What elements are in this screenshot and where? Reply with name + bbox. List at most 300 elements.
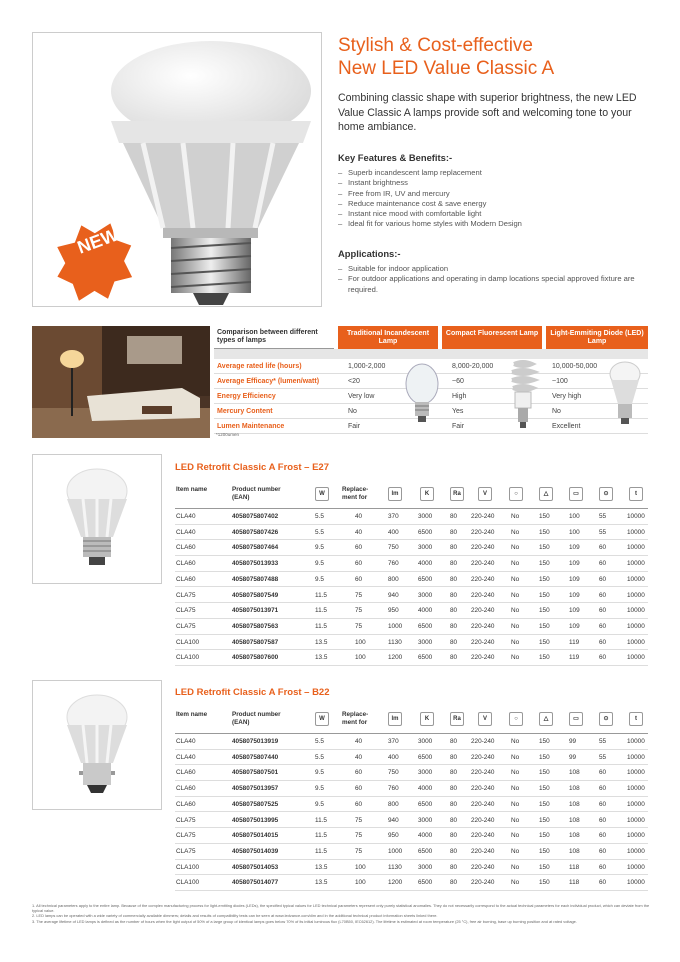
page-title bbox=[338, 34, 554, 80]
lifetime-cell: 10000 bbox=[627, 638, 645, 646]
product-number-cell: 4058075807525 bbox=[232, 800, 279, 808]
dimmable-cell: No bbox=[511, 832, 520, 840]
lumen-cell: 370 bbox=[388, 738, 399, 745]
length-cell: 108 bbox=[569, 800, 580, 808]
product-number-cell: 4058075013995 bbox=[232, 816, 279, 824]
voltage-cell: 220-240 bbox=[471, 863, 495, 871]
diameter-cell: 60 bbox=[599, 622, 607, 630]
wattage-cell: 9.5 bbox=[315, 575, 324, 583]
length-cell: 108 bbox=[569, 785, 580, 793]
table-row bbox=[175, 603, 648, 619]
table-row bbox=[175, 875, 648, 891]
row-label: Average rated life (hours) bbox=[217, 363, 302, 370]
beam-angle-cell: 150 bbox=[539, 607, 550, 615]
wattage-cell: 5.5 bbox=[315, 753, 324, 761]
header-product-number: Product number (EAN) bbox=[232, 711, 281, 726]
lifetime-icon: t bbox=[629, 712, 643, 726]
cell: ~60 bbox=[452, 378, 464, 385]
replacement-cell: 100 bbox=[355, 863, 366, 871]
footnotes bbox=[32, 903, 652, 924]
kelvin-cell: 3000 bbox=[418, 544, 433, 552]
beam-angle-cell: 150 bbox=[539, 591, 550, 599]
cell: Excellent bbox=[552, 423, 581, 430]
features-heading: Key Features & Benefits:- bbox=[338, 152, 453, 163]
voltage-cell: 220-240 bbox=[471, 753, 495, 761]
voltage-cell: 220-240 bbox=[471, 575, 495, 583]
cell: Fair bbox=[348, 423, 361, 430]
comparison-table bbox=[214, 326, 648, 438]
cri-cell: 80 bbox=[450, 591, 458, 599]
dimmable-cell: No bbox=[511, 863, 520, 871]
footnote-2: 2. LED lamps can be operated with a wide variety of commercially available dimmers; details and results of compatibility tests can be seen at www.ledvance.com/dim and in the additional technical product information sheets linked there. bbox=[32, 913, 438, 919]
led-bulb-illustration bbox=[33, 33, 321, 306]
kelvin-cell: 6500 bbox=[418, 622, 433, 630]
cell: No bbox=[552, 408, 561, 415]
lumen-icon: lm bbox=[388, 487, 402, 501]
wattage-cell: 9.5 bbox=[315, 769, 324, 777]
product-number-cell: 4058075014039 bbox=[232, 847, 279, 855]
features-list bbox=[338, 168, 648, 230]
cri-cell: 80 bbox=[450, 832, 458, 840]
applications-list bbox=[338, 264, 648, 295]
product-number-cell: 4058075013971 bbox=[232, 607, 279, 615]
lifetime-icon: t bbox=[629, 487, 643, 501]
table-row bbox=[175, 844, 648, 860]
voltage-icon: V bbox=[478, 487, 492, 501]
lumen-cell: 1130 bbox=[388, 638, 402, 646]
diameter-cell: 60 bbox=[599, 575, 607, 583]
table-row bbox=[175, 734, 648, 750]
wattage-icon: W bbox=[315, 487, 329, 501]
length-cell: 109 bbox=[569, 544, 580, 552]
features-section bbox=[338, 152, 648, 230]
diameter-cell: 60 bbox=[599, 769, 607, 777]
kelvin-cell: 3000 bbox=[418, 816, 433, 824]
beam-angle-cell: 150 bbox=[539, 847, 550, 855]
voltage-cell: 220-240 bbox=[471, 832, 495, 840]
beam-angle-cell: 150 bbox=[539, 832, 550, 840]
product-number-cell: 4058075014077 bbox=[232, 879, 279, 887]
column-incandescent: Traditional Incandescent Lamp bbox=[338, 326, 438, 349]
diameter-cell: 60 bbox=[599, 863, 607, 871]
replacement-cell: 60 bbox=[355, 544, 363, 552]
dimmable-cell: No bbox=[511, 622, 520, 630]
diameter-cell: 60 bbox=[599, 816, 607, 824]
diameter-cell: 60 bbox=[599, 654, 607, 662]
lifetime-cell: 10000 bbox=[627, 622, 645, 630]
item-name-cell: CLA60 bbox=[176, 800, 196, 808]
dimmable-cell: No bbox=[511, 591, 520, 599]
cell: No bbox=[348, 408, 357, 415]
item-name-cell: CLA60 bbox=[176, 544, 196, 552]
length-cell: 99 bbox=[569, 753, 577, 761]
cri-cell: 80 bbox=[450, 753, 458, 761]
cell: Yes bbox=[452, 408, 464, 415]
diameter-icon: ⊙ bbox=[599, 487, 613, 501]
beam-angle-cell: 150 bbox=[539, 654, 550, 662]
length-cell: 119 bbox=[569, 638, 580, 646]
wattage-cell: 5.5 bbox=[315, 528, 324, 536]
row-label: Average Efficacy* (lumen/watt) bbox=[217, 378, 320, 385]
lifetime-cell: 10000 bbox=[627, 544, 645, 552]
replacement-cell: 75 bbox=[355, 832, 363, 840]
row-label: Lumen Maintenance bbox=[217, 423, 285, 430]
dimmable-cell: No bbox=[511, 753, 520, 761]
length-cell: 100 bbox=[569, 513, 580, 520]
kelvin-cell: 6500 bbox=[418, 575, 433, 583]
length-icon: ▭ bbox=[569, 712, 583, 726]
lifetime-cell: 10000 bbox=[627, 575, 645, 583]
lumen-cell: 950 bbox=[388, 832, 399, 840]
wattage-cell: 5.5 bbox=[315, 513, 324, 520]
cri-icon: Ra bbox=[450, 712, 464, 726]
table-row bbox=[175, 509, 648, 525]
wattage-cell: 11.5 bbox=[315, 607, 327, 615]
beam-angle-cell: 150 bbox=[539, 753, 550, 761]
item-name-cell: CLA75 bbox=[176, 591, 196, 599]
dimmable-icon: ○ bbox=[509, 487, 523, 501]
dimmable-cell: No bbox=[511, 785, 520, 793]
kelvin-cell: 4000 bbox=[418, 832, 433, 840]
lifetime-cell: 10000 bbox=[627, 738, 645, 745]
length-cell: 108 bbox=[569, 816, 580, 824]
voltage-cell: 220-240 bbox=[471, 638, 495, 646]
footnote-1: 1. All technical parameters apply to the entire lamp. Because of the complex manufacturing process for light-emitting diodes (LEDs), the specified typical values for LED technical parameters represent only purely statistical anomalies. They do not necessarily correspond to the actual technical parameters for each individual product, which can deviate from the typical value. bbox=[32, 903, 650, 914]
wattage-cell: 9.5 bbox=[315, 560, 324, 568]
row-label: Mercury Content bbox=[217, 408, 273, 415]
header-product-number: Product number (EAN) bbox=[232, 486, 281, 501]
dimmable-cell: No bbox=[511, 607, 520, 615]
cri-cell: 80 bbox=[450, 528, 458, 536]
row-label: Energy Efficiency bbox=[217, 393, 276, 400]
item-name-cell: CLA75 bbox=[176, 816, 196, 824]
lumen-icon: lm bbox=[388, 712, 402, 726]
replacement-cell: 100 bbox=[355, 638, 366, 646]
product-number-cell: 4058075807563 bbox=[232, 622, 279, 630]
diameter-cell: 60 bbox=[599, 560, 607, 568]
voltage-cell: 220-240 bbox=[471, 800, 495, 808]
replacement-cell: 40 bbox=[355, 513, 363, 520]
product-number-cell: 4058075807549 bbox=[232, 591, 279, 599]
replacement-cell: 75 bbox=[355, 622, 363, 630]
cell: ~100 bbox=[552, 378, 568, 385]
wattage-cell: 11.5 bbox=[315, 832, 327, 840]
lifetime-cell: 10000 bbox=[627, 560, 645, 568]
cri-cell: 80 bbox=[450, 769, 458, 777]
dimmable-cell: No bbox=[511, 528, 520, 536]
title-line-1: Stylish & Cost-effective bbox=[338, 35, 534, 56]
cri-cell: 80 bbox=[450, 544, 458, 552]
product-number-cell: 4058075013919 bbox=[232, 738, 279, 745]
lumen-cell: 940 bbox=[388, 816, 399, 824]
cfl-lamp-icon bbox=[506, 360, 540, 432]
product-number-cell: 4058075807600 bbox=[232, 654, 279, 662]
replacement-cell: 75 bbox=[355, 591, 363, 599]
cri-cell: 80 bbox=[450, 816, 458, 824]
length-icon: ▭ bbox=[569, 487, 583, 501]
b22-spec-table bbox=[175, 709, 648, 889]
product-number-cell: 4058075014015 bbox=[232, 832, 279, 840]
table-row bbox=[175, 750, 648, 766]
dimmable-cell: No bbox=[511, 738, 520, 745]
beam-angle-cell: 150 bbox=[539, 560, 550, 568]
voltage-cell: 220-240 bbox=[471, 816, 495, 824]
voltage-icon: V bbox=[478, 712, 492, 726]
table-row bbox=[175, 525, 648, 541]
beam-angle-cell: 150 bbox=[539, 816, 550, 824]
incandescent-lamp-icon bbox=[404, 360, 440, 426]
item-name-cell: CLA60 bbox=[176, 769, 196, 777]
product-number-cell: 4058075807587 bbox=[232, 638, 279, 646]
dimmable-cell: No bbox=[511, 575, 520, 583]
beam-angle-cell: 150 bbox=[539, 528, 550, 536]
item-name-cell: CLA60 bbox=[176, 785, 196, 793]
product-number-cell: 4058075807402 bbox=[232, 513, 279, 520]
table-row bbox=[175, 540, 648, 556]
header-item-name: Item name bbox=[176, 711, 208, 718]
table-row bbox=[175, 860, 648, 876]
product-number-cell: 4058075807488 bbox=[232, 575, 279, 583]
item-name-cell: CLA100 bbox=[176, 638, 200, 646]
diameter-cell: 55 bbox=[599, 738, 607, 745]
cri-cell: 80 bbox=[450, 622, 458, 630]
comparison-band bbox=[214, 349, 648, 359]
cri-cell: 80 bbox=[450, 847, 458, 855]
replacement-cell: 75 bbox=[355, 816, 363, 824]
cri-cell: 80 bbox=[450, 879, 458, 887]
voltage-cell: 220-240 bbox=[471, 769, 495, 777]
beam-angle-cell: 150 bbox=[539, 575, 550, 583]
lumen-cell: 1000 bbox=[388, 847, 403, 855]
cri-cell: 80 bbox=[450, 654, 458, 662]
diameter-cell: 60 bbox=[599, 785, 607, 793]
wattage-cell: 11.5 bbox=[315, 816, 327, 824]
living-room-photo bbox=[32, 326, 210, 438]
cell: 8,000-20,000 bbox=[452, 363, 494, 370]
voltage-cell: 220-240 bbox=[471, 785, 495, 793]
dimmable-cell: No bbox=[511, 654, 520, 662]
lumen-cell: 750 bbox=[388, 769, 399, 777]
replacement-cell: 60 bbox=[355, 800, 363, 808]
voltage-cell: 220-240 bbox=[471, 528, 495, 536]
lumen-cell: 1200 bbox=[388, 879, 403, 887]
voltage-cell: 220-240 bbox=[471, 847, 495, 855]
lifetime-cell: 10000 bbox=[627, 800, 645, 808]
voltage-cell: 220-240 bbox=[471, 607, 495, 615]
diameter-icon: ⊙ bbox=[599, 712, 613, 726]
kelvin-cell: 6500 bbox=[418, 528, 433, 536]
kelvin-cell: 4000 bbox=[418, 785, 433, 793]
kelvin-cell: 3000 bbox=[418, 863, 433, 871]
kelvin-cell: 6500 bbox=[418, 879, 433, 887]
diameter-cell: 60 bbox=[599, 879, 607, 887]
table-row bbox=[175, 797, 648, 813]
lumen-cell: 800 bbox=[388, 800, 399, 808]
lumen-cell: 800 bbox=[388, 575, 399, 583]
dimmable-cell: No bbox=[511, 800, 520, 808]
table-row bbox=[175, 556, 648, 572]
diameter-cell: 60 bbox=[599, 607, 607, 615]
item-name-cell: CLA100 bbox=[176, 879, 200, 887]
beam-angle-cell: 150 bbox=[539, 622, 550, 630]
voltage-cell: 220-240 bbox=[471, 591, 495, 599]
voltage-cell: 220-240 bbox=[471, 544, 495, 552]
lifetime-cell: 10000 bbox=[627, 769, 645, 777]
kelvin-cell: 4000 bbox=[418, 607, 433, 615]
e27-bulb-icon bbox=[33, 455, 161, 583]
item-name-cell: CLA100 bbox=[176, 654, 200, 662]
replacement-cell: 40 bbox=[355, 753, 363, 761]
cell: Very high bbox=[552, 393, 582, 400]
replacement-cell: 40 bbox=[355, 528, 363, 536]
beam-angle-cell: 150 bbox=[539, 638, 550, 646]
table-row bbox=[175, 781, 648, 797]
product-number-cell: 4058075807501 bbox=[232, 769, 279, 777]
feature-item: – Free from IR, UV and mercury bbox=[338, 189, 648, 199]
length-cell: 118 bbox=[569, 879, 580, 887]
item-name-cell: CLA75 bbox=[176, 832, 196, 840]
header-replacement: Replace- ment for bbox=[342, 711, 369, 726]
lifetime-cell: 10000 bbox=[627, 879, 645, 887]
length-cell: 109 bbox=[569, 622, 580, 630]
lumen-cell: 1130 bbox=[388, 863, 402, 871]
lifetime-cell: 10000 bbox=[627, 785, 645, 793]
length-cell: 109 bbox=[569, 560, 580, 568]
diameter-cell: 55 bbox=[599, 513, 607, 520]
cri-cell: 80 bbox=[450, 575, 458, 583]
lifetime-cell: 10000 bbox=[627, 528, 645, 536]
lumen-cell: 760 bbox=[388, 560, 399, 568]
lifetime-cell: 10000 bbox=[627, 832, 645, 840]
table-row bbox=[175, 572, 648, 588]
wattage-cell: 11.5 bbox=[315, 622, 327, 630]
item-name-cell: CLA40 bbox=[176, 753, 196, 761]
diameter-cell: 60 bbox=[599, 591, 607, 599]
replacement-cell: 40 bbox=[355, 738, 363, 745]
kelvin-cell: 6500 bbox=[418, 847, 433, 855]
dimmable-cell: No bbox=[511, 816, 520, 824]
lumen-cell: 400 bbox=[388, 528, 399, 536]
kelvin-cell: 3000 bbox=[418, 591, 433, 599]
product-number-cell: 4058075807440 bbox=[232, 753, 279, 761]
b22-section-title: LED Retrofit Classic A Frost – B22 bbox=[175, 687, 330, 698]
replacement-cell: 100 bbox=[355, 654, 366, 662]
feature-item: – Instant brightness bbox=[338, 178, 648, 188]
cell: High bbox=[452, 393, 467, 400]
item-name-cell: CLA40 bbox=[176, 513, 196, 520]
wattage-cell: 9.5 bbox=[315, 544, 324, 552]
cri-cell: 80 bbox=[450, 800, 458, 808]
beam-angle-cell: 150 bbox=[539, 544, 550, 552]
header-item-name: Item name bbox=[176, 486, 208, 493]
wattage-cell: 13.5 bbox=[315, 638, 328, 646]
length-cell: 109 bbox=[569, 575, 580, 583]
item-name-cell: CLA60 bbox=[176, 575, 196, 583]
kelvin-cell: 6500 bbox=[418, 654, 433, 662]
kelvin-icon: K bbox=[420, 487, 434, 501]
item-name-cell: CLA40 bbox=[176, 528, 196, 536]
applications-heading: Applications:- bbox=[338, 248, 401, 259]
replacement-cell: 75 bbox=[355, 607, 363, 615]
lumen-cell: 400 bbox=[388, 753, 399, 761]
wattage-icon: W bbox=[315, 712, 329, 726]
table-row bbox=[175, 635, 648, 651]
replacement-cell: 60 bbox=[355, 560, 363, 568]
voltage-cell: 220-240 bbox=[471, 622, 495, 630]
kelvin-cell: 3000 bbox=[418, 513, 433, 520]
lifetime-cell: 10000 bbox=[627, 654, 645, 662]
beam-angle-cell: 150 bbox=[539, 513, 550, 520]
dimmable-icon: ○ bbox=[509, 712, 523, 726]
kelvin-cell: 3000 bbox=[418, 769, 433, 777]
length-cell: 100 bbox=[569, 528, 580, 536]
column-led: Light-Emmiting Diode (LED) Lamp bbox=[546, 326, 648, 349]
cri-cell: 80 bbox=[450, 560, 458, 568]
feature-item: – Instant nice mood with comfortable light bbox=[338, 209, 648, 219]
table-row bbox=[175, 588, 648, 604]
length-cell: 119 bbox=[569, 654, 580, 662]
product-number-cell: 4058075807426 bbox=[232, 528, 279, 536]
table-row bbox=[175, 813, 648, 829]
voltage-cell: 220-240 bbox=[471, 513, 495, 520]
length-cell: 109 bbox=[569, 607, 580, 615]
beam-angle-icon: △ bbox=[539, 712, 553, 726]
lifetime-cell: 10000 bbox=[627, 591, 645, 599]
replacement-cell: 60 bbox=[355, 769, 363, 777]
voltage-cell: 220-240 bbox=[471, 560, 495, 568]
beam-angle-cell: 150 bbox=[539, 800, 550, 808]
cri-cell: 80 bbox=[450, 785, 458, 793]
lumen-cell: 1200 bbox=[388, 654, 403, 662]
application-item: – For outdoor applications and operating in damp locations special approved fixture are required. bbox=[338, 274, 648, 295]
length-cell: 99 bbox=[569, 738, 577, 745]
item-name-cell: CLA75 bbox=[176, 607, 196, 615]
voltage-cell: 220-240 bbox=[471, 879, 495, 887]
cell: Very low bbox=[348, 393, 375, 400]
length-cell: 108 bbox=[569, 769, 580, 777]
item-name-cell: CLA40 bbox=[176, 738, 196, 745]
item-name-cell: CLA75 bbox=[176, 847, 196, 855]
item-name-cell: CLA100 bbox=[176, 863, 200, 871]
beam-angle-cell: 150 bbox=[539, 879, 550, 887]
cell: 1,000-2,000 bbox=[348, 363, 386, 370]
replacement-cell: 60 bbox=[355, 575, 363, 583]
comparison-footnote: *1200umen bbox=[216, 432, 240, 437]
product-number-cell: 4058075013957 bbox=[232, 785, 279, 793]
length-cell: 108 bbox=[569, 832, 580, 840]
feature-item: – Superb incandescent lamp replacement bbox=[338, 168, 648, 178]
dimmable-cell: No bbox=[511, 544, 520, 552]
diameter-cell: 60 bbox=[599, 847, 607, 855]
dimmable-cell: No bbox=[511, 769, 520, 777]
applications-section bbox=[338, 248, 648, 295]
e27-product-image bbox=[32, 454, 162, 584]
diameter-cell: 55 bbox=[599, 528, 607, 536]
cri-cell: 80 bbox=[450, 638, 458, 646]
dimmable-cell: No bbox=[511, 513, 520, 520]
intro-paragraph: Combining classic shape with superior brightness, the new LED Value Classic A lamps provide soft and welcoming tone to your home ambiance. bbox=[338, 92, 637, 133]
feature-item: – Reduce maintenance cost & save energy bbox=[338, 199, 648, 209]
diameter-cell: 55 bbox=[599, 753, 607, 761]
table-row bbox=[175, 650, 648, 666]
lumen-cell: 940 bbox=[388, 591, 399, 599]
lifetime-cell: 10000 bbox=[627, 753, 645, 761]
lumen-cell: 370 bbox=[388, 513, 399, 520]
beam-angle-cell: 150 bbox=[539, 738, 550, 745]
diameter-cell: 60 bbox=[599, 544, 607, 552]
b22-bulb-icon bbox=[33, 681, 161, 809]
beam-angle-icon: △ bbox=[539, 487, 553, 501]
